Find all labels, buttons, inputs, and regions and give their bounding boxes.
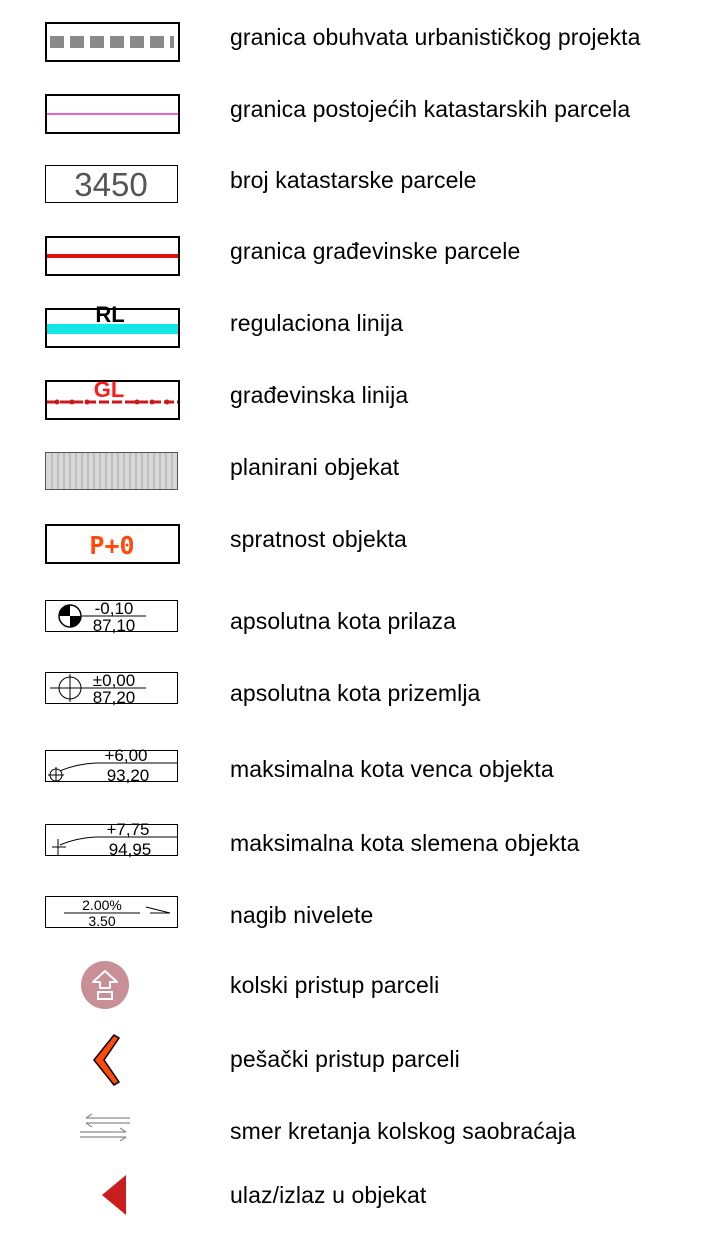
ridge-elevation-icon [45, 820, 178, 859]
legend-label: apsolutna kota prilaza [230, 608, 456, 634]
svg-text:87,20: 87,20 [92, 688, 136, 707]
legend-row-vehicle-access [0, 960, 715, 1020]
svg-text:-0,10: -0,10 [94, 599, 134, 618]
legend-label: granica postojećih katastarskih parcela [230, 96, 631, 122]
legend-label: broj katastarske parcele [230, 167, 477, 193]
svg-text:93,20: 93,20 [106, 766, 150, 785]
legend-label: planirani objekat [230, 454, 400, 480]
legend-label: nagib nivelete [230, 902, 374, 928]
building-line-icon [45, 377, 180, 420]
svg-text:3.50: 3.50 [88, 913, 116, 929]
parcel-number-icon [45, 165, 178, 203]
legend-label: pešački pristup parceli [230, 1046, 460, 1072]
red-line-icon [45, 236, 180, 276]
ground-floor-elevation-icon [45, 671, 178, 707]
pedestrian-access-icon [90, 1034, 120, 1086]
legend-row-parcel-number [0, 153, 715, 213]
svg-text:+6,00: +6,00 [104, 746, 148, 765]
legend-label: kolski pristup parceli [230, 972, 440, 998]
cornice-elevation-icon [45, 746, 178, 785]
legend-row-pedestrian-access [0, 1034, 715, 1094]
magenta-line-icon [45, 94, 180, 134]
svg-text:2.00%: 2.00% [82, 897, 122, 913]
svg-text:94,95: 94,95 [108, 840, 152, 859]
svg-text:87,10: 87,10 [92, 616, 136, 635]
parcel-number-text: 3450 [74, 166, 148, 203]
grade-slope-icon [45, 896, 178, 928]
legend-row-entrance-exit [0, 1174, 715, 1234]
svg-text:P+0: P+0 [89, 531, 135, 560]
legend-row-access-elevation [0, 590, 715, 650]
traffic-direction-icon [78, 1114, 136, 1142]
legend-label: maksimalna kota slemena objekta [230, 830, 580, 856]
legend-label: smer kretanja kolskog saobraćaja [230, 1118, 576, 1144]
vehicle-access-icon [80, 960, 130, 1010]
legend-row-cornice-elevation [0, 738, 715, 798]
svg-text:GL: GL [93, 377, 125, 402]
svg-text:RL: RL [95, 302, 125, 327]
svg-text:+7,75: +7,75 [106, 820, 150, 839]
legend-label: apsolutna kota prizemlja [230, 680, 481, 706]
access-elevation-icon [45, 599, 178, 635]
legend-label: granica obuhvata urbanističkog projekta [230, 24, 641, 50]
legend-row-regulation-line [0, 296, 715, 356]
svg-text:±0,00: ±0,00 [92, 671, 136, 690]
floor-count-icon [45, 524, 180, 564]
boundary-dashed-icon [45, 22, 180, 62]
legend-label: regulaciona linija [230, 310, 404, 336]
planned-building-icon [45, 452, 178, 490]
legend-row-building-line [0, 368, 715, 428]
legend-row-grade-slope [0, 882, 715, 942]
legend-row-floor-count [0, 512, 715, 572]
entrance-exit-icon [100, 1174, 130, 1216]
legend-row-building-parcel [0, 224, 715, 284]
legend-row-traffic-direction [0, 1106, 715, 1166]
legend-label: spratnost objekta [230, 526, 407, 552]
legend-row-ground-elevation [0, 660, 715, 720]
legend-label: maksimalna kota venca objekta [230, 756, 554, 782]
legend-row-ridge-elevation [0, 812, 715, 872]
legend-label: granica građevinske parcele [230, 238, 521, 264]
legend-label: ulaz/izlaz u objekat [230, 1182, 427, 1208]
legend-row-project-boundary [0, 10, 715, 70]
regulation-line-icon [45, 302, 180, 348]
legend-row-cadastral-boundary [0, 82, 715, 142]
legend-label: građevinska linija [230, 382, 409, 408]
legend-row-planned-building [0, 440, 715, 500]
